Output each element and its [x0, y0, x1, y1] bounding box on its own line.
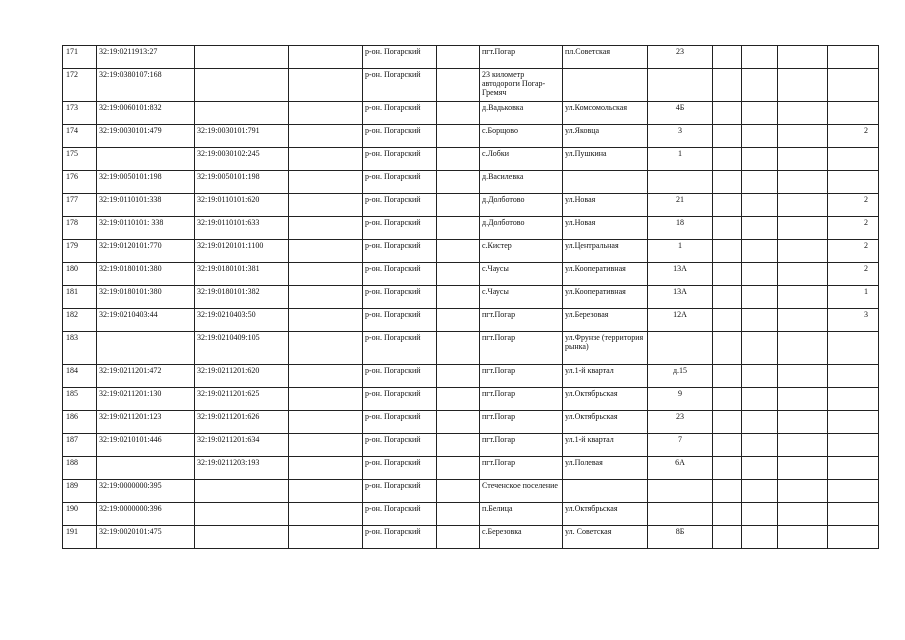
count-cell: 3 — [828, 309, 879, 332]
row-number-cell: 172 — [63, 69, 97, 102]
count-cell — [828, 332, 879, 365]
empty-cell — [713, 69, 742, 102]
street-cell — [563, 171, 648, 194]
row-number-cell: 182 — [63, 309, 97, 332]
empty-cell — [289, 240, 363, 263]
street-cell: ул.Фрунзе (территория рынка) — [563, 332, 648, 365]
district-cell: р-он. Погарский — [363, 411, 437, 434]
cadastral-number-2-cell — [195, 102, 289, 125]
street-cell: ул.Пушкина — [563, 148, 648, 171]
empty-cell — [778, 148, 828, 171]
empty-cell — [742, 194, 778, 217]
empty-cell — [289, 457, 363, 480]
empty-cell — [778, 457, 828, 480]
cadastral-number-2-cell: 32:19:0110101:620 — [195, 194, 289, 217]
house-number-cell: д.15 — [648, 365, 713, 388]
empty-cell — [437, 46, 480, 69]
empty-cell — [437, 309, 480, 332]
house-number-cell: 18 — [648, 217, 713, 240]
district-cell: р-он. Погарский — [363, 171, 437, 194]
count-cell: 2 — [828, 217, 879, 240]
empty-cell — [713, 526, 742, 549]
empty-cell — [437, 102, 480, 125]
cadastral-number-cell: 32:19:0380107:168 — [97, 69, 195, 102]
cadastral-number-cell: 32:19:0211201:130 — [97, 388, 195, 411]
table-row — [63, 365, 879, 388]
empty-cell — [742, 69, 778, 102]
house-number-cell: 4Б — [648, 102, 713, 125]
table-row — [63, 240, 879, 263]
district-cell: р-он. Погарский — [363, 526, 437, 549]
cadastral-number-cell: 32:19:0030101:479 — [97, 125, 195, 148]
street-cell: ул.Березовая — [563, 309, 648, 332]
count-cell — [828, 148, 879, 171]
row-number-cell: 187 — [63, 434, 97, 457]
empty-cell — [437, 526, 480, 549]
empty-cell — [778, 388, 828, 411]
empty-cell — [742, 171, 778, 194]
house-number-cell: 9 — [648, 388, 713, 411]
cadastral-number-cell: 32:19:0210403:44 — [97, 309, 195, 332]
cadastral-number-2-cell: 32:19:0210409:105 — [195, 332, 289, 365]
locality-cell: с.Березовка — [480, 526, 563, 549]
empty-cell — [713, 148, 742, 171]
district-cell: р-он. Погарский — [363, 332, 437, 365]
empty-cell — [742, 263, 778, 286]
registry-table — [62, 45, 879, 549]
locality-cell: д.Вадьковка — [480, 102, 563, 125]
row-number-cell: 189 — [63, 480, 97, 503]
locality-cell: пгт.Погар — [480, 365, 563, 388]
table-row — [63, 125, 879, 148]
empty-cell — [742, 286, 778, 309]
locality-cell: с.Чаусы — [480, 286, 563, 309]
empty-cell — [437, 365, 480, 388]
empty-cell — [713, 263, 742, 286]
district-cell: р-он. Погарский — [363, 286, 437, 309]
street-cell: ул.Октябрьская — [563, 411, 648, 434]
house-number-cell — [648, 503, 713, 526]
cadastral-number-2-cell — [195, 46, 289, 69]
empty-cell — [437, 263, 480, 286]
empty-cell — [713, 434, 742, 457]
empty-cell — [713, 46, 742, 69]
district-cell: р-он. Погарский — [363, 69, 437, 102]
street-cell: ул. Советская — [563, 526, 648, 549]
row-number-cell: 190 — [63, 503, 97, 526]
empty-cell — [713, 102, 742, 125]
street-cell: ул.Яковца — [563, 125, 648, 148]
district-cell: р-он. Погарский — [363, 46, 437, 69]
empty-cell — [289, 332, 363, 365]
district-cell: р-он. Погарский — [363, 217, 437, 240]
locality-cell: д.Долботово — [480, 194, 563, 217]
empty-cell — [778, 411, 828, 434]
count-cell: 2 — [828, 125, 879, 148]
cadastral-number-cell: 32:19:0180101:380 — [97, 286, 195, 309]
cadastral-number-2-cell: 32:19:0180101:382 — [195, 286, 289, 309]
district-cell: р-он. Погарский — [363, 480, 437, 503]
empty-cell — [742, 457, 778, 480]
count-cell — [828, 365, 879, 388]
count-cell — [828, 526, 879, 549]
cadastral-number-cell: 32:19:0120101:770 — [97, 240, 195, 263]
count-cell: 1 — [828, 286, 879, 309]
house-number-cell: 13А — [648, 286, 713, 309]
empty-cell — [742, 102, 778, 125]
locality-cell: с.Чаусы — [480, 263, 563, 286]
empty-cell — [778, 69, 828, 102]
empty-cell — [778, 46, 828, 69]
district-cell: р-он. Погарский — [363, 194, 437, 217]
cadastral-number-2-cell: 32:19:0211203:193 — [195, 457, 289, 480]
count-cell: 2 — [828, 263, 879, 286]
empty-cell — [289, 171, 363, 194]
locality-cell: пгт.Погар — [480, 332, 563, 365]
row-number-cell: 174 — [63, 125, 97, 148]
empty-cell — [713, 171, 742, 194]
cadastral-number-2-cell: 32:19:0210403:50 — [195, 309, 289, 332]
empty-cell — [742, 503, 778, 526]
empty-cell — [742, 332, 778, 365]
table-row — [63, 411, 879, 434]
house-number-cell: 6А — [648, 457, 713, 480]
empty-cell — [713, 503, 742, 526]
empty-cell — [437, 434, 480, 457]
house-number-cell: 7 — [648, 434, 713, 457]
table-row — [63, 194, 879, 217]
empty-cell — [437, 503, 480, 526]
cadastral-number-cell — [97, 148, 195, 171]
cadastral-number-cell: 32:19:0110101:338 — [97, 194, 195, 217]
district-cell: р-он. Погарский — [363, 309, 437, 332]
row-number-cell: 178 — [63, 217, 97, 240]
empty-cell — [437, 194, 480, 217]
locality-cell: пгт.Погар — [480, 457, 563, 480]
row-number-cell: 173 — [63, 102, 97, 125]
district-cell: р-он. Погарский — [363, 125, 437, 148]
empty-cell — [289, 388, 363, 411]
count-cell — [828, 171, 879, 194]
table-row — [63, 263, 879, 286]
empty-cell — [778, 240, 828, 263]
row-number-cell: 184 — [63, 365, 97, 388]
count-cell — [828, 69, 879, 102]
count-cell — [828, 46, 879, 69]
district-cell: р-он. Погарский — [363, 388, 437, 411]
empty-cell — [713, 240, 742, 263]
empty-cell — [778, 217, 828, 240]
table-row — [63, 46, 879, 69]
table-row — [63, 526, 879, 549]
cadastral-number-cell: 32:19:0110101: 338 — [97, 217, 195, 240]
empty-cell — [778, 365, 828, 388]
cadastral-number-2-cell: 32:19:0050101:198 — [195, 171, 289, 194]
table-row — [63, 69, 879, 102]
cadastral-number-cell: 32:19:0060101:832 — [97, 102, 195, 125]
table-row — [63, 480, 879, 503]
empty-cell — [437, 125, 480, 148]
cadastral-number-2-cell: 32:19:0120101:1100 — [195, 240, 289, 263]
row-number-cell: 180 — [63, 263, 97, 286]
row-number-cell: 185 — [63, 388, 97, 411]
district-cell: р-он. Погарский — [363, 240, 437, 263]
count-cell — [828, 457, 879, 480]
house-number-cell — [648, 69, 713, 102]
table-row — [63, 171, 879, 194]
count-cell — [828, 434, 879, 457]
locality-cell: д.Василевка — [480, 171, 563, 194]
empty-cell — [289, 102, 363, 125]
empty-cell — [713, 365, 742, 388]
cadastral-number-cell: 32:19:0000000:396 — [97, 503, 195, 526]
count-cell — [828, 388, 879, 411]
empty-cell — [713, 286, 742, 309]
table-row — [63, 503, 879, 526]
count-cell: 2 — [828, 194, 879, 217]
street-cell: ул.Октябрьская — [563, 388, 648, 411]
street-cell — [563, 69, 648, 102]
empty-cell — [778, 434, 828, 457]
empty-cell — [742, 411, 778, 434]
empty-cell — [289, 309, 363, 332]
empty-cell — [778, 286, 828, 309]
table-row — [63, 217, 879, 240]
empty-cell — [437, 411, 480, 434]
empty-cell — [742, 240, 778, 263]
locality-cell: пгт.Погар — [480, 434, 563, 457]
empty-cell — [713, 411, 742, 434]
cadastral-number-cell: 32:19:0180101:380 — [97, 263, 195, 286]
row-number-cell: 186 — [63, 411, 97, 434]
count-cell — [828, 503, 879, 526]
locality-cell: пгт.Погар — [480, 46, 563, 69]
locality-cell: Стеченское поселение — [480, 480, 563, 503]
empty-cell — [437, 457, 480, 480]
empty-cell — [437, 332, 480, 365]
empty-cell — [713, 309, 742, 332]
house-number-cell: 8Б — [648, 526, 713, 549]
count-cell — [828, 480, 879, 503]
street-cell: ул.1-й квартал — [563, 365, 648, 388]
cadastral-number-cell — [97, 332, 195, 365]
empty-cell — [289, 194, 363, 217]
district-cell: р-он. Погарский — [363, 503, 437, 526]
empty-cell — [437, 217, 480, 240]
cadastral-number-2-cell: 32:19:0030101:791 — [195, 125, 289, 148]
empty-cell — [289, 365, 363, 388]
empty-cell — [437, 69, 480, 102]
cadastral-number-2-cell: 32:19:0211201:625 — [195, 388, 289, 411]
empty-cell — [742, 148, 778, 171]
street-cell: ул.Полевая — [563, 457, 648, 480]
street-cell — [563, 480, 648, 503]
table-row — [63, 434, 879, 457]
street-cell: ул.Новая — [563, 217, 648, 240]
locality-cell: п.Белица — [480, 503, 563, 526]
empty-cell — [742, 46, 778, 69]
table-row — [63, 102, 879, 125]
empty-cell — [289, 46, 363, 69]
cadastral-number-cell: 32:19:0020101:475 — [97, 526, 195, 549]
empty-cell — [778, 102, 828, 125]
empty-cell — [742, 434, 778, 457]
cadastral-number-2-cell: 32:19:0211201:634 — [195, 434, 289, 457]
empty-cell — [713, 125, 742, 148]
empty-cell — [742, 480, 778, 503]
cadastral-number-cell: 32:19:0000000:395 — [97, 480, 195, 503]
empty-cell — [713, 457, 742, 480]
locality-cell: с.Кистер — [480, 240, 563, 263]
cadastral-number-2-cell: 32:19:0211201:620 — [195, 365, 289, 388]
cadastral-number-cell: 32:19:0211201:472 — [97, 365, 195, 388]
empty-cell — [289, 480, 363, 503]
house-number-cell: 23 — [648, 46, 713, 69]
street-cell: пл.Советская — [563, 46, 648, 69]
house-number-cell: 1 — [648, 148, 713, 171]
district-cell: р-он. Погарский — [363, 434, 437, 457]
street-cell: ул.Кооперативная — [563, 286, 648, 309]
street-cell: ул.Центральная — [563, 240, 648, 263]
cadastral-number-cell: 32:19:0210101:446 — [97, 434, 195, 457]
empty-cell — [289, 148, 363, 171]
house-number-cell: 21 — [648, 194, 713, 217]
empty-cell — [742, 526, 778, 549]
count-cell — [828, 102, 879, 125]
table-row — [63, 309, 879, 332]
cadastral-number-2-cell — [195, 480, 289, 503]
empty-cell — [289, 263, 363, 286]
house-number-cell: 12А — [648, 309, 713, 332]
row-number-cell: 188 — [63, 457, 97, 480]
empty-cell — [289, 217, 363, 240]
registry-body — [63, 46, 879, 549]
locality-cell: пгт.Погар — [480, 309, 563, 332]
empty-cell — [778, 194, 828, 217]
cadastral-number-2-cell: 32:19:0180101:381 — [195, 263, 289, 286]
cadastral-number-2-cell: 32:19:0211201:626 — [195, 411, 289, 434]
empty-cell — [289, 286, 363, 309]
row-number-cell: 183 — [63, 332, 97, 365]
district-cell: р-он. Погарский — [363, 365, 437, 388]
empty-cell — [289, 526, 363, 549]
district-cell: р-он. Погарский — [363, 457, 437, 480]
district-cell: р-он. Погарский — [363, 148, 437, 171]
cadastral-number-cell: 32:19:0050101:198 — [97, 171, 195, 194]
street-cell: ул.Кооперативная — [563, 263, 648, 286]
empty-cell — [437, 286, 480, 309]
locality-cell: 23 километр автодороги Погар-Гремяч — [480, 69, 563, 102]
empty-cell — [742, 365, 778, 388]
empty-cell — [713, 217, 742, 240]
empty-cell — [289, 125, 363, 148]
locality-cell: с.Борщово — [480, 125, 563, 148]
street-cell: ул.Новая — [563, 194, 648, 217]
house-number-cell — [648, 171, 713, 194]
empty-cell — [289, 434, 363, 457]
row-number-cell: 181 — [63, 286, 97, 309]
empty-cell — [713, 388, 742, 411]
locality-cell: пгт.Погар — [480, 388, 563, 411]
empty-cell — [289, 411, 363, 434]
cadastral-number-2-cell: 32:19:0030102:245 — [195, 148, 289, 171]
empty-cell — [742, 309, 778, 332]
empty-cell — [742, 125, 778, 148]
empty-cell — [778, 332, 828, 365]
row-number-cell: 171 — [63, 46, 97, 69]
row-number-cell: 175 — [63, 148, 97, 171]
empty-cell — [437, 480, 480, 503]
row-number-cell: 179 — [63, 240, 97, 263]
house-number-cell — [648, 332, 713, 365]
table-row — [63, 388, 879, 411]
table-row — [63, 286, 879, 309]
cadastral-number-cell — [97, 457, 195, 480]
cadastral-number-2-cell: 32:19:0110101:633 — [195, 217, 289, 240]
empty-cell — [713, 332, 742, 365]
empty-cell — [437, 171, 480, 194]
house-number-cell: 13А — [648, 263, 713, 286]
empty-cell — [778, 480, 828, 503]
count-cell: 2 — [828, 240, 879, 263]
street-cell: ул.1-й квартал — [563, 434, 648, 457]
locality-cell: пгт.Погар — [480, 411, 563, 434]
cadastral-number-cell: 32:19:0211913:27 — [97, 46, 195, 69]
empty-cell — [289, 503, 363, 526]
district-cell: р-он. Погарский — [363, 263, 437, 286]
locality-cell: с.Лобки — [480, 148, 563, 171]
cadastral-number-cell: 32:19:0211201:123 — [97, 411, 195, 434]
table-row — [63, 332, 879, 365]
cadastral-number-2-cell — [195, 503, 289, 526]
cadastral-number-2-cell — [195, 69, 289, 102]
house-number-cell: 3 — [648, 125, 713, 148]
empty-cell — [713, 194, 742, 217]
count-cell — [828, 411, 879, 434]
empty-cell — [437, 240, 480, 263]
house-number-cell — [648, 480, 713, 503]
empty-cell — [437, 148, 480, 171]
street-cell: ул.Октябрьская — [563, 503, 648, 526]
empty-cell — [778, 309, 828, 332]
empty-cell — [437, 388, 480, 411]
locality-cell: д.Долботово — [480, 217, 563, 240]
empty-cell — [742, 217, 778, 240]
empty-cell — [778, 125, 828, 148]
cadastral-number-2-cell — [195, 526, 289, 549]
table-row — [63, 148, 879, 171]
empty-cell — [778, 503, 828, 526]
empty-cell — [778, 263, 828, 286]
empty-cell — [778, 171, 828, 194]
empty-cell — [742, 388, 778, 411]
district-cell: р-он. Погарский — [363, 102, 437, 125]
house-number-cell: 23 — [648, 411, 713, 434]
row-number-cell: 191 — [63, 526, 97, 549]
row-number-cell: 177 — [63, 194, 97, 217]
empty-cell — [289, 69, 363, 102]
street-cell: ул.Комсомольская — [563, 102, 648, 125]
row-number-cell: 176 — [63, 171, 97, 194]
empty-cell — [713, 480, 742, 503]
empty-cell — [778, 526, 828, 549]
house-number-cell: 1 — [648, 240, 713, 263]
table-row — [63, 457, 879, 480]
